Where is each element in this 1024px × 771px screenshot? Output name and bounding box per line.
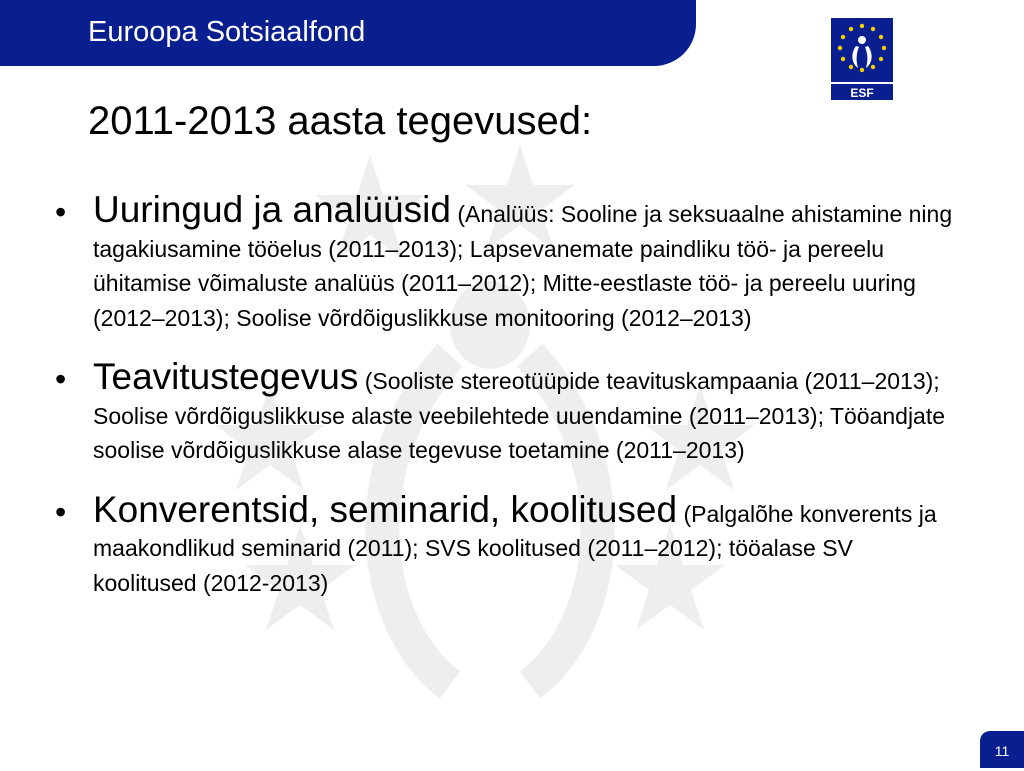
bullet-detail: (Palgalõhe konverents ja maakondlikud seminarid (2011); SVS koolitused (2011–2012); tööalase SV koolitused (2012-2013) bbox=[93, 500, 937, 596]
bullet-item-conferences bbox=[55, 490, 955, 601]
bullet-icon: • bbox=[55, 194, 67, 230]
bullet-list bbox=[55, 190, 955, 622]
bullet-heading: Uuringud ja analüüsid bbox=[93, 189, 451, 230]
bullet-item-awareness bbox=[55, 357, 955, 468]
bullet-text bbox=[93, 490, 955, 601]
esf-logo-label: ESF bbox=[850, 86, 874, 100]
bullet-text bbox=[93, 357, 955, 468]
bullet-icon: • bbox=[55, 493, 67, 530]
bullet-icon: • bbox=[55, 361, 67, 397]
bullet-text bbox=[93, 190, 955, 335]
page-number: 11 bbox=[994, 743, 1010, 759]
slide-title: 2011-2013 aasta tegevused: bbox=[88, 99, 593, 143]
bullet-detail: (Analüüs: Sooline ja seksuaalne ahistamine ning tagakiusamine tööelus (2011–2013); Lapsevanemate paindliku töö- ja pereelu ühitamise võimaluste analüüs (2011–2012); Mitte-eestlaste töö- ja pereelu uuring (2012–2013); Soolise võrdõiguslikkuse monitooring (2012–2013) bbox=[93, 201, 953, 331]
header-bar bbox=[0, 0, 696, 66]
page-number-badge bbox=[980, 731, 1024, 768]
bullet-heading: Teavitustegevus bbox=[93, 356, 359, 397]
esf-logo-icon bbox=[829, 16, 895, 102]
bullet-heading: Konverentsid, seminarid, koolitused bbox=[93, 488, 678, 530]
bullet-detail: (Sooliste stereotüüpide teavituskampaania (2011–2013); Soolise võrdõiguslikkuse alaste veebilehtede uuendamine (2011–2013); Tööandjate soolise võrdõiguslikkuse alase tegevuse toetamine (2011–2013) bbox=[93, 368, 946, 463]
brand-name: Euroopa Sotsiaalfond bbox=[88, 16, 366, 48]
bullet-item-research bbox=[55, 190, 955, 335]
